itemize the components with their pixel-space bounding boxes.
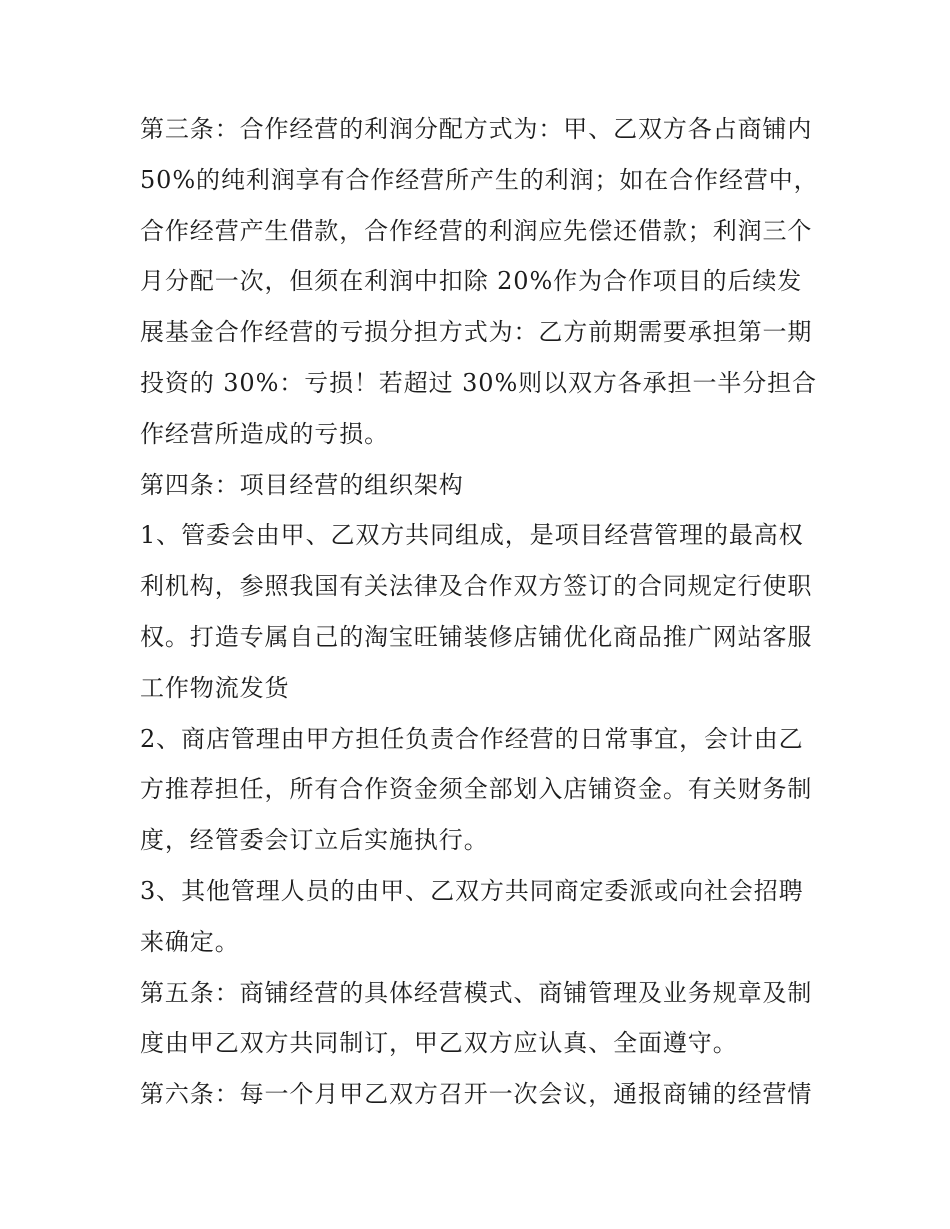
text-line: 来确定。: [140, 927, 240, 956]
text-line: 2、商店管理由甲方担任负责合作经营的日常事宜，会计由乙: [140, 724, 804, 753]
text-line: 第六条：每一个月甲乙双方召开一次会议，通报商铺的经营情: [140, 1080, 813, 1109]
text-line: 3、其他管理人员的由甲、乙双方共同商定委派或向社会招聘: [140, 876, 804, 905]
section-heading: 第四条：项目经营的组织架构: [140, 470, 464, 499]
text-line: 投资的 30%：亏损！若超过 30%则以双方各承担一半分担合: [140, 368, 817, 397]
text-line: 第三条：合作经营的利润分配方式为：甲、乙双方各占商铺内: [140, 115, 813, 143]
text-line: 权。打造专属自己的淘宝旺铺装修店铺优化商品推广网站客服: [140, 622, 813, 651]
document-body: [140, 104, 820, 1120]
text-line: 方推荐担任，所有合作资金须全部划入店铺资金。有关财务制: [140, 775, 813, 804]
text-line: 度由甲乙双方共同制订，甲乙双方应认真、全面遵守。: [140, 1029, 738, 1058]
text-line: 度，经管委会订立后实施执行。: [140, 826, 489, 855]
text-line: 50%的纯利润享有合作经营所产生的利润；如在合作经营中，: [140, 165, 819, 194]
text-line: 月分配一次，但须在利润中扣除 20%作为合作项目的后续发: [140, 267, 803, 296]
text-line: 利机构，参照我国有关法律及合作双方签订的合同规定行使职: [140, 572, 813, 601]
text-line: 1、管委会由甲、乙双方共同组成，是项目经营管理的最高权: [140, 521, 804, 550]
text-line: 合作经营产生借款，合作经营的利润应先偿还借款；利润三个: [140, 216, 813, 245]
text-line: 展基金合作经营的亏损分担方式为：乙方前期需要承担第一期: [140, 318, 813, 347]
text-line: 工作物流发货: [140, 673, 290, 702]
text-line: 作经营所造成的亏损。: [140, 419, 389, 448]
text-line: 第五条：商铺经营的具体经营模式、商铺管理及业务规章及制: [140, 978, 813, 1007]
